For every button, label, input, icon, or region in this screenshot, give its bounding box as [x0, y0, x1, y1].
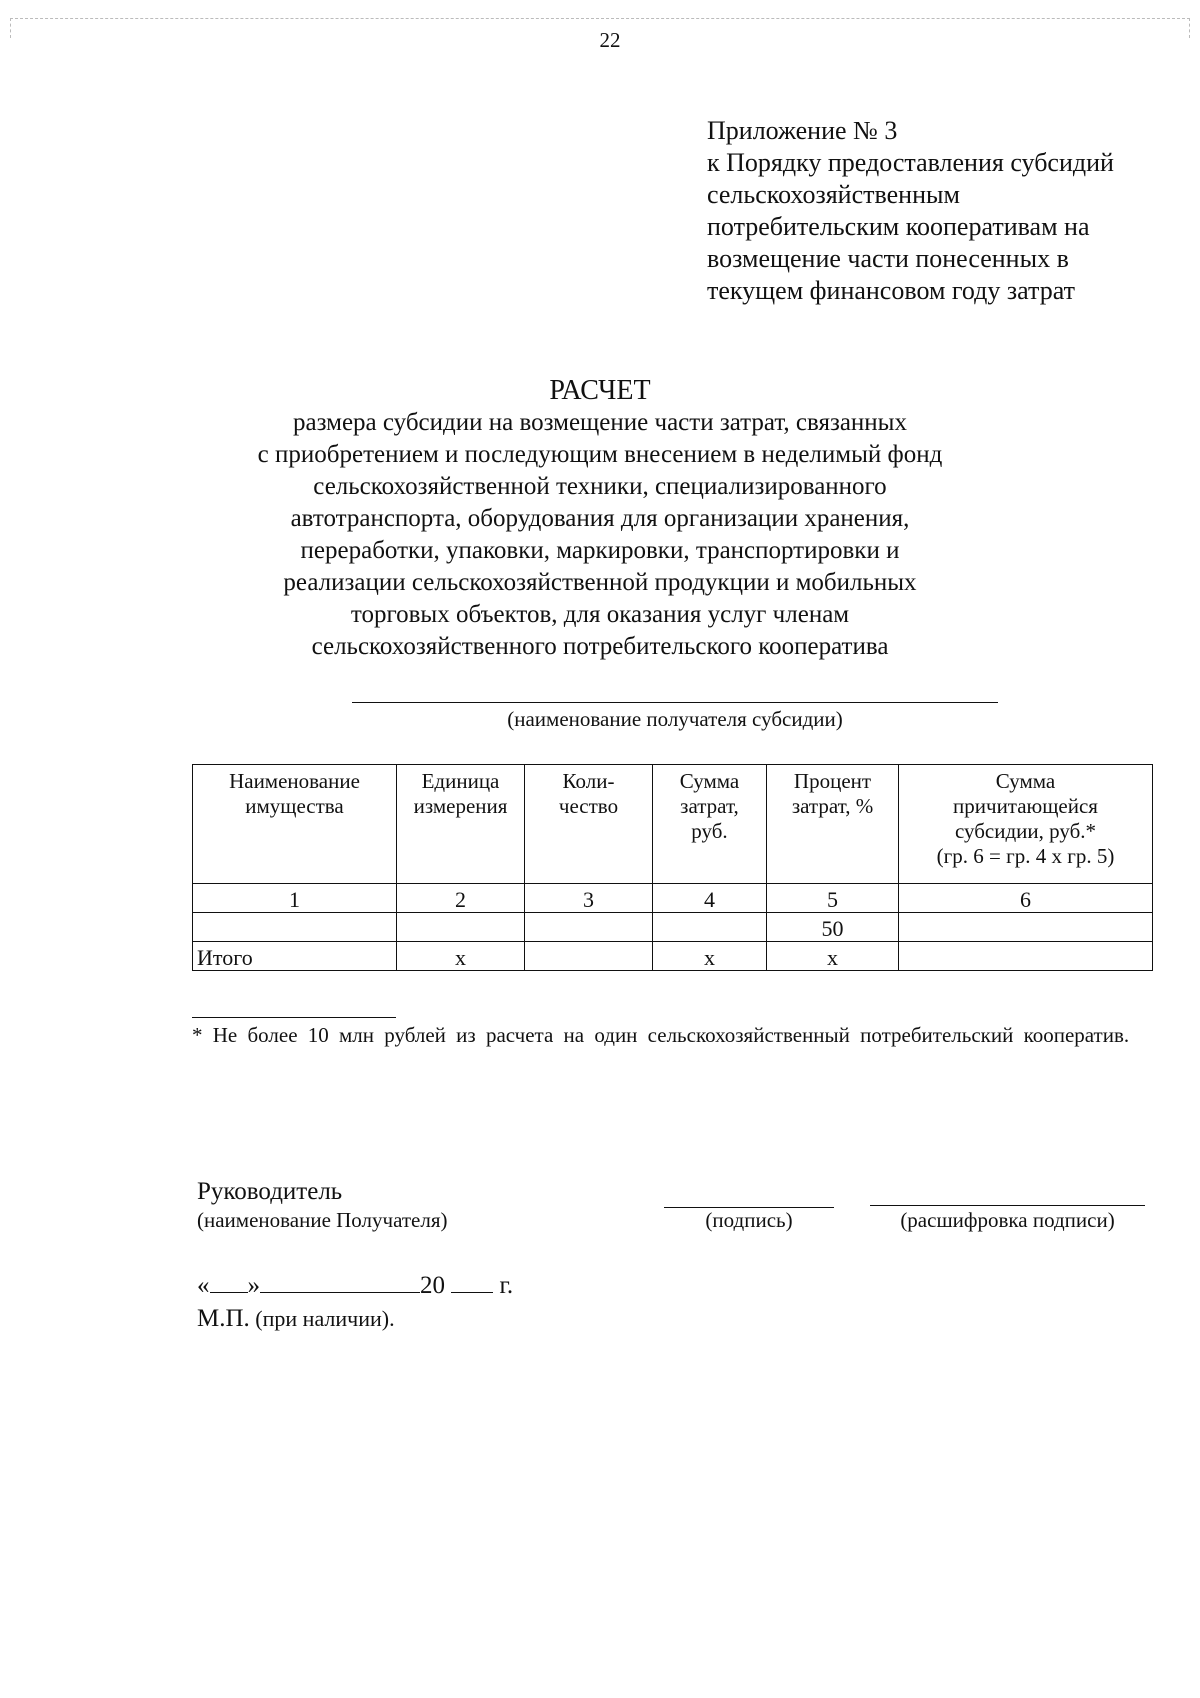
recipient-blank-line[interactable] — [352, 702, 998, 703]
recipient-caption: (наименование получателя субсидии) — [507, 707, 843, 731]
subtitle-line: реализации сельскохозяйственной продукции и мобильных — [283, 569, 917, 596]
header-cell-name: Наименование имущества — [193, 765, 397, 884]
date-year-blank[interactable] — [451, 1270, 493, 1293]
stamp-label: М.П. — [197, 1305, 250, 1332]
signature-decode-blank-line[interactable] — [870, 1205, 1145, 1206]
table-cell: 50 — [767, 913, 899, 942]
column-number-cell: 2 — [397, 884, 525, 913]
appendix-line: потребительским кооперативам на — [707, 212, 1090, 241]
column-number-cell: 1 — [193, 884, 397, 913]
table-cell[interactable] — [193, 913, 397, 942]
signature-decode-caption: (расшифровка подписи) — [900, 1208, 1115, 1232]
footnote: * Не более 10 млн рублей из расчета на один сельскохозяйственный потребительский кооператив. — [192, 1023, 1130, 1047]
head-sub-caption: (наименование Получателя) — [197, 1208, 448, 1232]
subtitle-line: сельскохозяйственного потребительского кооператива — [311, 633, 889, 660]
total-label: Итого — [193, 942, 397, 971]
column-number-cell: 6 — [899, 884, 1153, 913]
header-cell-quantity: Коли- чество — [525, 765, 653, 884]
table-cell: х — [397, 942, 525, 971]
date-day-blank[interactable] — [210, 1270, 248, 1293]
date-close-quote: » — [247, 1272, 260, 1299]
column-number-row — [193, 884, 1153, 913]
document-subtitle — [170, 407, 1030, 663]
date-year-suffix: г. — [499, 1272, 514, 1299]
date-open-quote: « — [197, 1272, 210, 1299]
appendix-line: текущем финансовом году затрат — [707, 276, 1075, 305]
header-cell-subsidy: Сумма причитающейся субсидии, руб.* (гр. 6 = гр. 4 х гр. 5) — [899, 765, 1153, 884]
table-cell: х — [767, 942, 899, 971]
date-year-prefix: 20 — [420, 1272, 445, 1299]
column-number-cell: 5 — [767, 884, 899, 913]
appendix-line: возмещение части понесенных в — [707, 244, 1069, 273]
header-cell-cost: Сумма затрат, руб. — [653, 765, 767, 884]
appendix-block — [707, 115, 1167, 307]
document-title: РАСЧЕТ — [549, 375, 651, 406]
header-cell-percent: Процент затрат, % — [767, 765, 899, 884]
calculation-table — [192, 764, 1153, 971]
table-cell[interactable] — [525, 913, 653, 942]
appendix-line: Приложение № 3 — [707, 116, 898, 145]
subtitle-line: с приобретением и последующим внесением в неделимый фонд — [257, 441, 943, 468]
table-cell[interactable] — [899, 913, 1153, 942]
table-cell[interactable] — [525, 942, 653, 971]
appendix-line: к Порядку предоставления субсидий — [707, 148, 1114, 177]
total-row — [193, 942, 1153, 971]
table-cell[interactable] — [653, 913, 767, 942]
table-cell[interactable] — [397, 913, 525, 942]
header-cell-unit: Единица измерения — [397, 765, 525, 884]
stamp-note: (при наличии). — [255, 1306, 395, 1331]
subtitle-line: переработки, упаковки, маркировки, транспортировки и — [300, 537, 900, 564]
scan-top-edge — [10, 18, 1190, 19]
column-number-cell: 4 — [653, 884, 767, 913]
column-number-cell: 3 — [525, 884, 653, 913]
table-cell[interactable] — [899, 942, 1153, 971]
footnote-separator — [192, 1017, 396, 1018]
head-label: Руководитель — [197, 1178, 343, 1205]
table-header-row — [193, 765, 1153, 884]
page-number: 22 — [599, 28, 621, 52]
date-month-blank[interactable] — [260, 1270, 420, 1293]
scan-right-edge — [1189, 18, 1190, 38]
signature-caption: (подпись) — [705, 1208, 793, 1232]
scan-left-edge — [10, 18, 11, 38]
date-row — [197, 1270, 513, 1300]
table-row — [193, 913, 1153, 942]
subtitle-line: размера субсидии на возмещение части затрат, связанных — [293, 409, 907, 436]
subtitle-line: автотранспорта, оборудования для организации хранения, — [290, 505, 910, 532]
appendix-line: сельскохозяйственным — [707, 180, 960, 209]
table-cell: х — [653, 942, 767, 971]
stamp-place — [197, 1305, 395, 1333]
subtitle-line: торговых объектов, для оказания услуг членам — [350, 601, 850, 628]
subtitle-line: сельскохозяйственной техники, специализированного — [313, 473, 887, 500]
